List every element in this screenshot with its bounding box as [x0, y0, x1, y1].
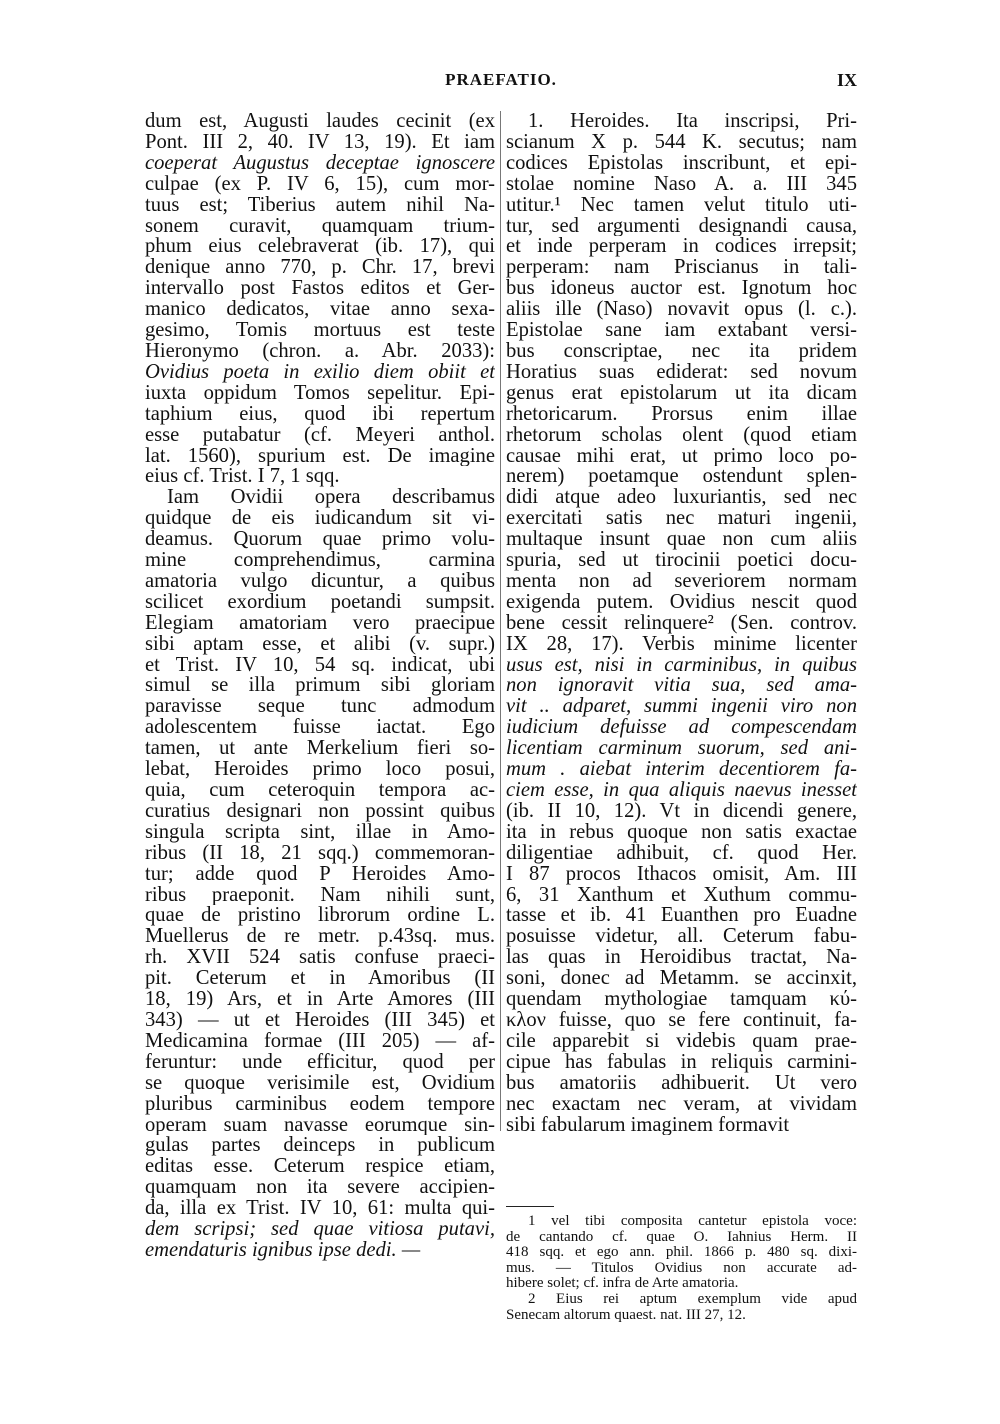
text-line: coeperat Augustus deceptae ignoscere [145, 152, 495, 174]
text-line: menta non ad severiorem normam [506, 570, 857, 592]
text-line: tasse et ib. 41 Euanthen pro Euadne [506, 905, 857, 927]
text-line: nec exactam nec veram, at vividam [506, 1093, 857, 1115]
left-column [145, 111, 495, 1261]
text-line: gesimo, Tomis mortuus est teste [145, 320, 495, 341]
text-line: sibi aptam esse, et alibi (v. supr.) [145, 633, 495, 655]
text-line: 1. Heroides. Ita inscripsi, Pri- [528, 111, 857, 132]
text-line: aliis ille (Naso) novavit opus (l. c.). [506, 299, 857, 321]
text-line: operam suam navasse eorumque sin- [145, 1114, 495, 1136]
text-line: singula scripta sint, illae in Amo- [145, 821, 495, 843]
text-line: Horatius suas ediderat: sed novum [506, 361, 857, 383]
text-line: ciem esse, in qua aliquis naevus inesset [506, 780, 857, 801]
text-line: pluribus carminibus eodem tempore [145, 1093, 495, 1115]
text-line: tuus est; Tiberius autem nihil Na- [145, 194, 495, 216]
text-line: simul se illa primum sibi gloriam [145, 675, 495, 697]
text-line: et inde perperam in codices irrepsit; [506, 236, 857, 258]
text-line: utitur.¹ Nec tamen velut titulo uti- [506, 194, 857, 216]
text-line: 343) — ut et Heroides (III 345) et [145, 1009, 495, 1031]
text-line: posuisse videtur, all. Ceterum fabu- [506, 926, 857, 948]
text-line: se quoque verisimile est, Ovidium [145, 1072, 495, 1094]
text-line: licentiam carminum suorum, sed ani- [506, 738, 857, 760]
text-line: vit .. adparet, summi ingenii viro non [506, 696, 857, 718]
text-line: da, illa ex Trist. IV 10, 61: multa qui- [145, 1198, 495, 1220]
text-line: tur, sed argumenti designandi causa, [506, 215, 857, 237]
text-line: dem scripsi; sed quae vitiosa putavi, [145, 1219, 495, 1240]
text-line: scianum X p. 544 K. secutus; nam [506, 131, 857, 153]
text-line: bene cessit relinquere² (Sen. controv. [506, 612, 857, 634]
text-line: Pont. III 2, 40. IV 13, 19). Et iam [145, 131, 495, 153]
text-line: tur; adde quod P Heroides Amo- [145, 863, 495, 885]
text-line: taphium eius, quod ibi repertum [145, 403, 495, 425]
text-line: emendaturis ignibus ipse dedi. — [145, 1239, 421, 1261]
text-line: rh. XVII 524 satis confuse praeci- [145, 947, 495, 969]
text-line: diligentiae adhibuit, cf. quod Her. [506, 842, 857, 864]
text-line: 6, 31 Xanthum et Xuthum commu- [506, 884, 857, 906]
text-line: causae mihi erat, ut primo loco po- [506, 445, 857, 467]
text-line: non ignoravit vitia sua, sed ama- [506, 675, 857, 697]
text-line: mum . aiebat interim decentiorem fa- [506, 759, 857, 780]
text-line: cile apparebit si videbis quam prae- [506, 1030, 857, 1052]
text-line: tamen, ut ante Merkelium fieri so- [145, 738, 495, 760]
text-line: exercitati satis nec maturi ingenii, [506, 508, 857, 530]
text-line: rhetoricarum. Prorsus enim illae [506, 403, 857, 425]
text-line: feruntur: unde efficitur, quod per [145, 1051, 495, 1073]
footnote-line: de cantando cf. quae O. Iahnius Herm. II [506, 1229, 857, 1245]
text-line: bus amatoriis adhibuerit. Ut vero [506, 1072, 857, 1094]
footnote-line: Senecam altorum quaest. nat. III 27, 12. [506, 1307, 746, 1323]
text-line: dum est, Augusti laudes cecinit (ex [145, 111, 495, 132]
text-line: culpae (ex P. IV 6, 15), cum mor- [145, 173, 495, 195]
text-line: Iam Ovidii opera describamus [167, 487, 495, 509]
text-line: manico dedicatos, vitae anno sexa- [145, 299, 495, 321]
text-line: Muellerus de re metr. p.43sq. mus. [145, 926, 495, 948]
text-line: rhetorum scholas olent (quod etiam [506, 424, 857, 446]
text-line: gulas partes deinceps in publicum [145, 1135, 495, 1157]
text-line: adolescentem fuisse iactat. Ego [145, 717, 495, 739]
footnote-line: 1 vel tibi composita cantetur epistola voce: [528, 1214, 857, 1229]
text-line: bus idoneus auctor est. Ignotum hoc [506, 278, 857, 300]
page-header [145, 70, 857, 96]
footnote-line: 2 Eius rei aptum exemplum vide apud [528, 1291, 857, 1307]
column-divider [500, 111, 501, 1131]
text-line: Medicamina formae (III 205) — af- [145, 1030, 495, 1052]
text-line: I 87 procos Ithacos omisit, Am. III [506, 863, 857, 885]
text-line: lat. 1560), spurium est. De imagine [145, 445, 495, 467]
text-line: pit. Ceterum et in Amoribus (II [145, 968, 495, 990]
text-line: editas esse. Ceterum respice etiam, [145, 1156, 495, 1178]
text-line: intervallo post Fastos editos et Ger- [145, 278, 495, 300]
text-line: soni, donec ad Metamm. se accinxit, [506, 968, 857, 990]
text-line: quendam mythologiae tamquam κύ- [506, 989, 857, 1010]
text-line: nerem) poetamque ostendunt splen- [506, 466, 857, 488]
text-line: perperam: nam Priscianus in tali- [506, 257, 857, 279]
text-line: denique anno 770, p. Chr. 17, brevi [145, 257, 495, 279]
text-line: eius cf. Trist. I 7, 1 sqq. [145, 466, 340, 488]
text-line: Epistolae sane iam extabant versi- [506, 320, 857, 341]
text-line: didi atque adeo luxuriantis, sed nec [506, 487, 857, 509]
text-line: quia, cum ceteroquin tempora ac- [145, 780, 495, 801]
text-line: genus erat epistolarum ut ita dicam [506, 382, 857, 404]
text-line: multaque insunt quae non cum aliis [506, 529, 857, 551]
text-line: et Trist. IV 10, 54 sq. indicat, ubi [145, 654, 495, 676]
text-line: las quas in Heroidibus tractat, Na- [506, 947, 857, 969]
text-line: ribus (II 18, 21 sqq.) commemoran- [145, 842, 495, 864]
right-column [506, 111, 857, 1135]
text-line: quamquam non ita severe accipien- [145, 1177, 495, 1199]
text-line: codices Epistolas inscribunt, et epi- [506, 152, 857, 174]
text-line: IX 28, 17). Verbis minime licenter [506, 633, 857, 655]
text-line: curatius designari non possint quibus [145, 800, 495, 822]
text-line: stolae nomine Naso A. a. III 345 [506, 173, 857, 195]
footnote-line: mus. — Titulos Ovidius non accurate ad- [506, 1260, 857, 1276]
text-line: exigenda putem. Ovidius nescit quod [506, 591, 857, 613]
text-line: sibi fabularum imaginem formavit [506, 1114, 790, 1136]
text-line: amatoria vulgo dicuntur, a quibus [145, 570, 495, 592]
text-line: Elegiam amatoriam vero praecipue [145, 612, 495, 634]
text-line: bus conscriptae, nec ita pridem [506, 340, 857, 362]
text-line: Hieronymo (chron. a. Abr. 2033): [145, 340, 495, 362]
text-line: paravisse seque tunc admodum [145, 696, 495, 718]
text-line: ita in rebus quoque non satis exactae [506, 821, 857, 843]
text-line: lebat, Heroides primo loco posui, [145, 759, 495, 780]
text-line: deamus. Quorum quae primo volu- [145, 529, 495, 551]
text-line: 18, 19) Ars, et in Arte Amores (III [145, 989, 495, 1010]
text-line: mine comprehendimus, carmina [145, 550, 495, 571]
text-line: scilicet exordium poetandi sumpsit. [145, 591, 495, 613]
footnote-line: 418 sqq. et ego ann. phil. 1866 p. 480 sq. dixi- [506, 1245, 857, 1261]
text-line: (ib. II 10, 12). Vt in dicendi genere, [506, 800, 857, 822]
footnote-line: hibere solet; cf. infra de Arte amatoria. [506, 1276, 739, 1292]
text-line: ribus praeponit. Nam nihili sunt, [145, 884, 495, 906]
running-title: PRAEFATIO. [445, 70, 557, 89]
text-line: quae de pristino librorum ordine L. [145, 905, 495, 927]
text-line: quidque de eis iudicandum sit vi- [145, 508, 495, 530]
footnotes [506, 1214, 857, 1323]
text-line: sonem curavit, quamquam trium- [145, 215, 495, 237]
text-line: κλον fuisse, quo se fere continuit, fa- [506, 1009, 857, 1031]
text-line: iuxta oppidum Tomos sepelitur. Epi- [145, 382, 495, 404]
page-number: IX [836, 70, 857, 90]
text-line: iudicium defuisse ad compescendam [506, 717, 857, 739]
text-line: usus est, nisi in carminibus, in quibus [506, 654, 857, 676]
footnote-separator [506, 1206, 554, 1207]
text-line: cipue has fabulas in reliquis carmini- [506, 1051, 857, 1073]
text-line: phum eius celebraverat (ib. 17), qui [145, 236, 495, 258]
text-line: spuria, sed ut tirocinii poetici docu- [506, 550, 857, 571]
text-line: Ovidius poeta in exilio diem obiit et [145, 361, 495, 383]
text-line: esse putabatur (cf. Meyeri anthol. [145, 424, 495, 446]
